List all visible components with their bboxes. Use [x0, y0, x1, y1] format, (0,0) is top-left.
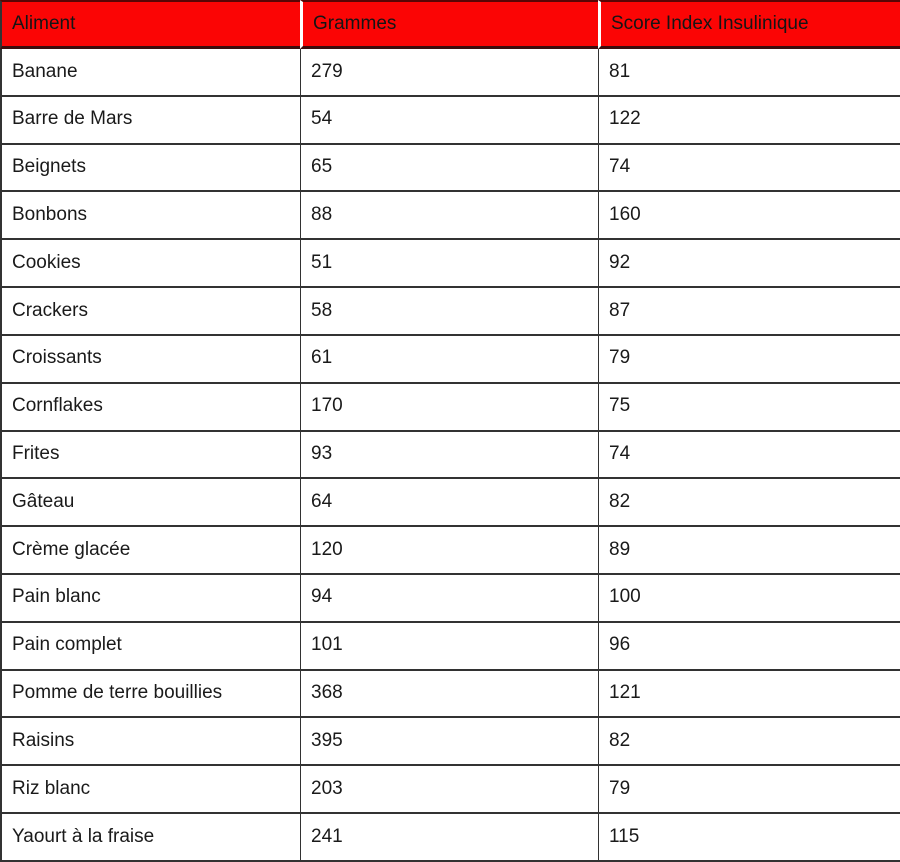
aliment-cell: Banane	[0, 49, 300, 97]
score-index-cell: 74	[598, 432, 900, 480]
aliment-cell: Beignets	[0, 145, 300, 193]
table-row	[0, 336, 900, 384]
score-index-cell: 121	[598, 671, 900, 719]
aliment-cell: Gâteau	[0, 479, 300, 527]
table-row	[0, 240, 900, 288]
table-row	[0, 384, 900, 432]
aliment-cell: Pain complet	[0, 623, 300, 671]
score-index-cell: 74	[598, 145, 900, 193]
aliment-cell: Cornflakes	[0, 384, 300, 432]
score-index-cell: 92	[598, 240, 900, 288]
grammes-cell: 64	[300, 479, 598, 527]
table-row	[0, 623, 900, 671]
aliment-cell: Raisins	[0, 718, 300, 766]
grammes-cell: 94	[300, 575, 598, 623]
table-row	[0, 49, 900, 97]
aliment-cell: Barre de Mars	[0, 97, 300, 145]
aliment-cell: Crème glacée	[0, 527, 300, 575]
aliment-cell: Pomme de terre bouillies	[0, 671, 300, 719]
grammes-cell: 241	[300, 814, 598, 862]
grammes-cell: 120	[300, 527, 598, 575]
grammes-cell: 88	[300, 192, 598, 240]
grammes-cell: 368	[300, 671, 598, 719]
grammes-cell: 61	[300, 336, 598, 384]
score-index-cell: 82	[598, 479, 900, 527]
aliment-cell: Pain blanc	[0, 575, 300, 623]
score-index-cell: 81	[598, 49, 900, 97]
score-index-cell: 75	[598, 384, 900, 432]
score-index-cell: 89	[598, 527, 900, 575]
aliment-cell: Frites	[0, 432, 300, 480]
table-row	[0, 814, 900, 862]
table-body	[0, 49, 900, 862]
table-row	[0, 97, 900, 145]
score-index-cell: 96	[598, 623, 900, 671]
aliment-cell: Riz blanc	[0, 766, 300, 814]
table-row	[0, 671, 900, 719]
grammes-cell: 395	[300, 718, 598, 766]
score-index-cell: 87	[598, 288, 900, 336]
grammes-cell: 58	[300, 288, 598, 336]
score-index-cell: 79	[598, 336, 900, 384]
aliment-cell: Cookies	[0, 240, 300, 288]
table-row	[0, 766, 900, 814]
grammes-cell: 203	[300, 766, 598, 814]
table-row	[0, 192, 900, 240]
grammes-cell: 65	[300, 145, 598, 193]
column-header-aliment: Aliment	[0, 0, 300, 49]
grammes-cell: 170	[300, 384, 598, 432]
aliment-cell: Yaourt à la fraise	[0, 814, 300, 862]
grammes-cell: 54	[300, 97, 598, 145]
score-index-cell: 115	[598, 814, 900, 862]
aliment-cell: Croissants	[0, 336, 300, 384]
table-row	[0, 288, 900, 336]
score-index-cell: 100	[598, 575, 900, 623]
header-row	[0, 0, 900, 49]
score-index-cell: 160	[598, 192, 900, 240]
aliment-cell: Bonbons	[0, 192, 300, 240]
table-row	[0, 718, 900, 766]
grammes-cell: 51	[300, 240, 598, 288]
score-index-cell: 82	[598, 718, 900, 766]
table-row	[0, 575, 900, 623]
aliment-cell: Crackers	[0, 288, 300, 336]
grammes-cell: 93	[300, 432, 598, 480]
grammes-cell: 279	[300, 49, 598, 97]
score-index-cell: 122	[598, 97, 900, 145]
column-header-grammes: Grammes	[300, 0, 598, 49]
score-index-cell: 79	[598, 766, 900, 814]
table-row	[0, 145, 900, 193]
grammes-cell: 101	[300, 623, 598, 671]
table-row	[0, 479, 900, 527]
column-header-score-index-insulinique: Score Index Insulinique	[598, 0, 900, 49]
table-row	[0, 527, 900, 575]
table-row	[0, 432, 900, 480]
